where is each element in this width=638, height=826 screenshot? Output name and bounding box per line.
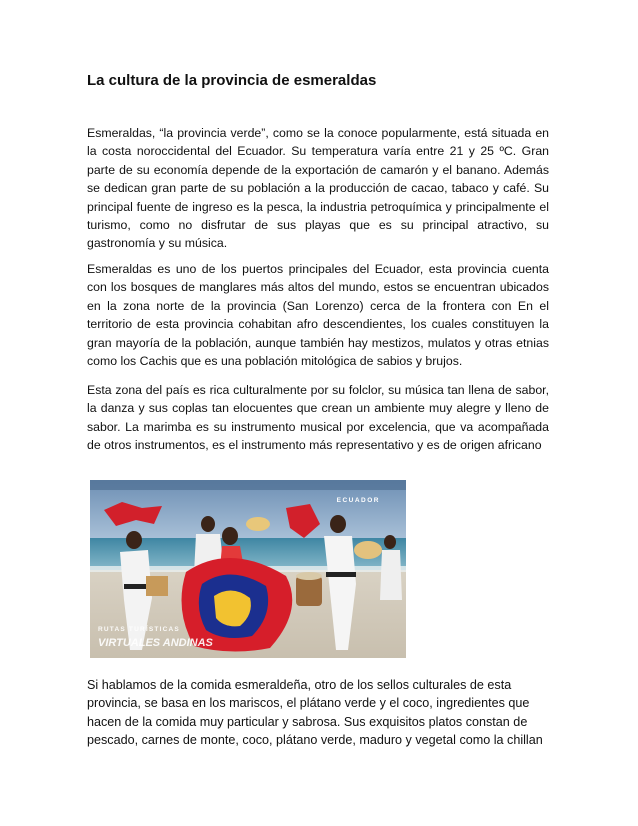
paragraph-1: Esmeraldas, “la provincia verde”, como se la conoce popularmente, está situada en la costa noroccidental del Ecuador. Su temperatura varía entre 21 y 25 ºC. Gran parte de su economía depende de la exportación de camarón y el banano. Además se dedican gran parte de su población a la producción de cacao, tabaco y café. Su principal fuente de ingreso es la pesca, la industria petroquímica y principalmente el turismo, como no disfrutar de sus playas que es su principal atractivo, su gastronomía y su música. (87, 126, 549, 251)
paragraph-3: Esta zona del país es rica culturalmente por su folclor, su música tan llena de sabor, la danza y sus coplas tan elocuentes que crean un ambiente muy alegre y lleno de sabor. La marimba es su instrumento musical por excelencia, que va acompañada de otros instrumentos, es el instrumento más representativo y es de origen africano (87, 383, 549, 453)
document-title: La cultura de la provincia de esmeraldas (87, 72, 377, 89)
photo-brand-line2: VIRTUALES ANDINAS (98, 637, 213, 649)
dance-photo (90, 480, 406, 658)
photo-brand-line1: RUTAS TURÍSTICAS (98, 626, 180, 633)
paragraph-2: Esmeraldas es uno de los puertos principales del Ecuador, esta provincia cuenta con los bosques de manglares más altos del mundo, estos se encuentran ubicados en la zona norte de la provincia (San Lorenzo) cerca de la frontera con En el territorio de esta provincia cohabitan afro descendientes, los cuales constituyen la gran mayoría de la población, aunque también hay mestizos, mulatos y otras etnias como los Cachis que es una población mitológica de sabios y brujos. (87, 262, 549, 369)
photo-country-label: ECUADOR (336, 497, 380, 504)
paragraph-4: Si hablamos de la comida esmeraldeña, otro de los sellos culturales de esta provincia, se basa en los mariscos, el plátano verde y el coco, ingredientes que hacen de la comida muy particular y sabrosa. Sus exquisitos platos constan de pescado, carnes de monte, coco, plátano verde, maduro y vegetal como la chillan (87, 678, 543, 748)
